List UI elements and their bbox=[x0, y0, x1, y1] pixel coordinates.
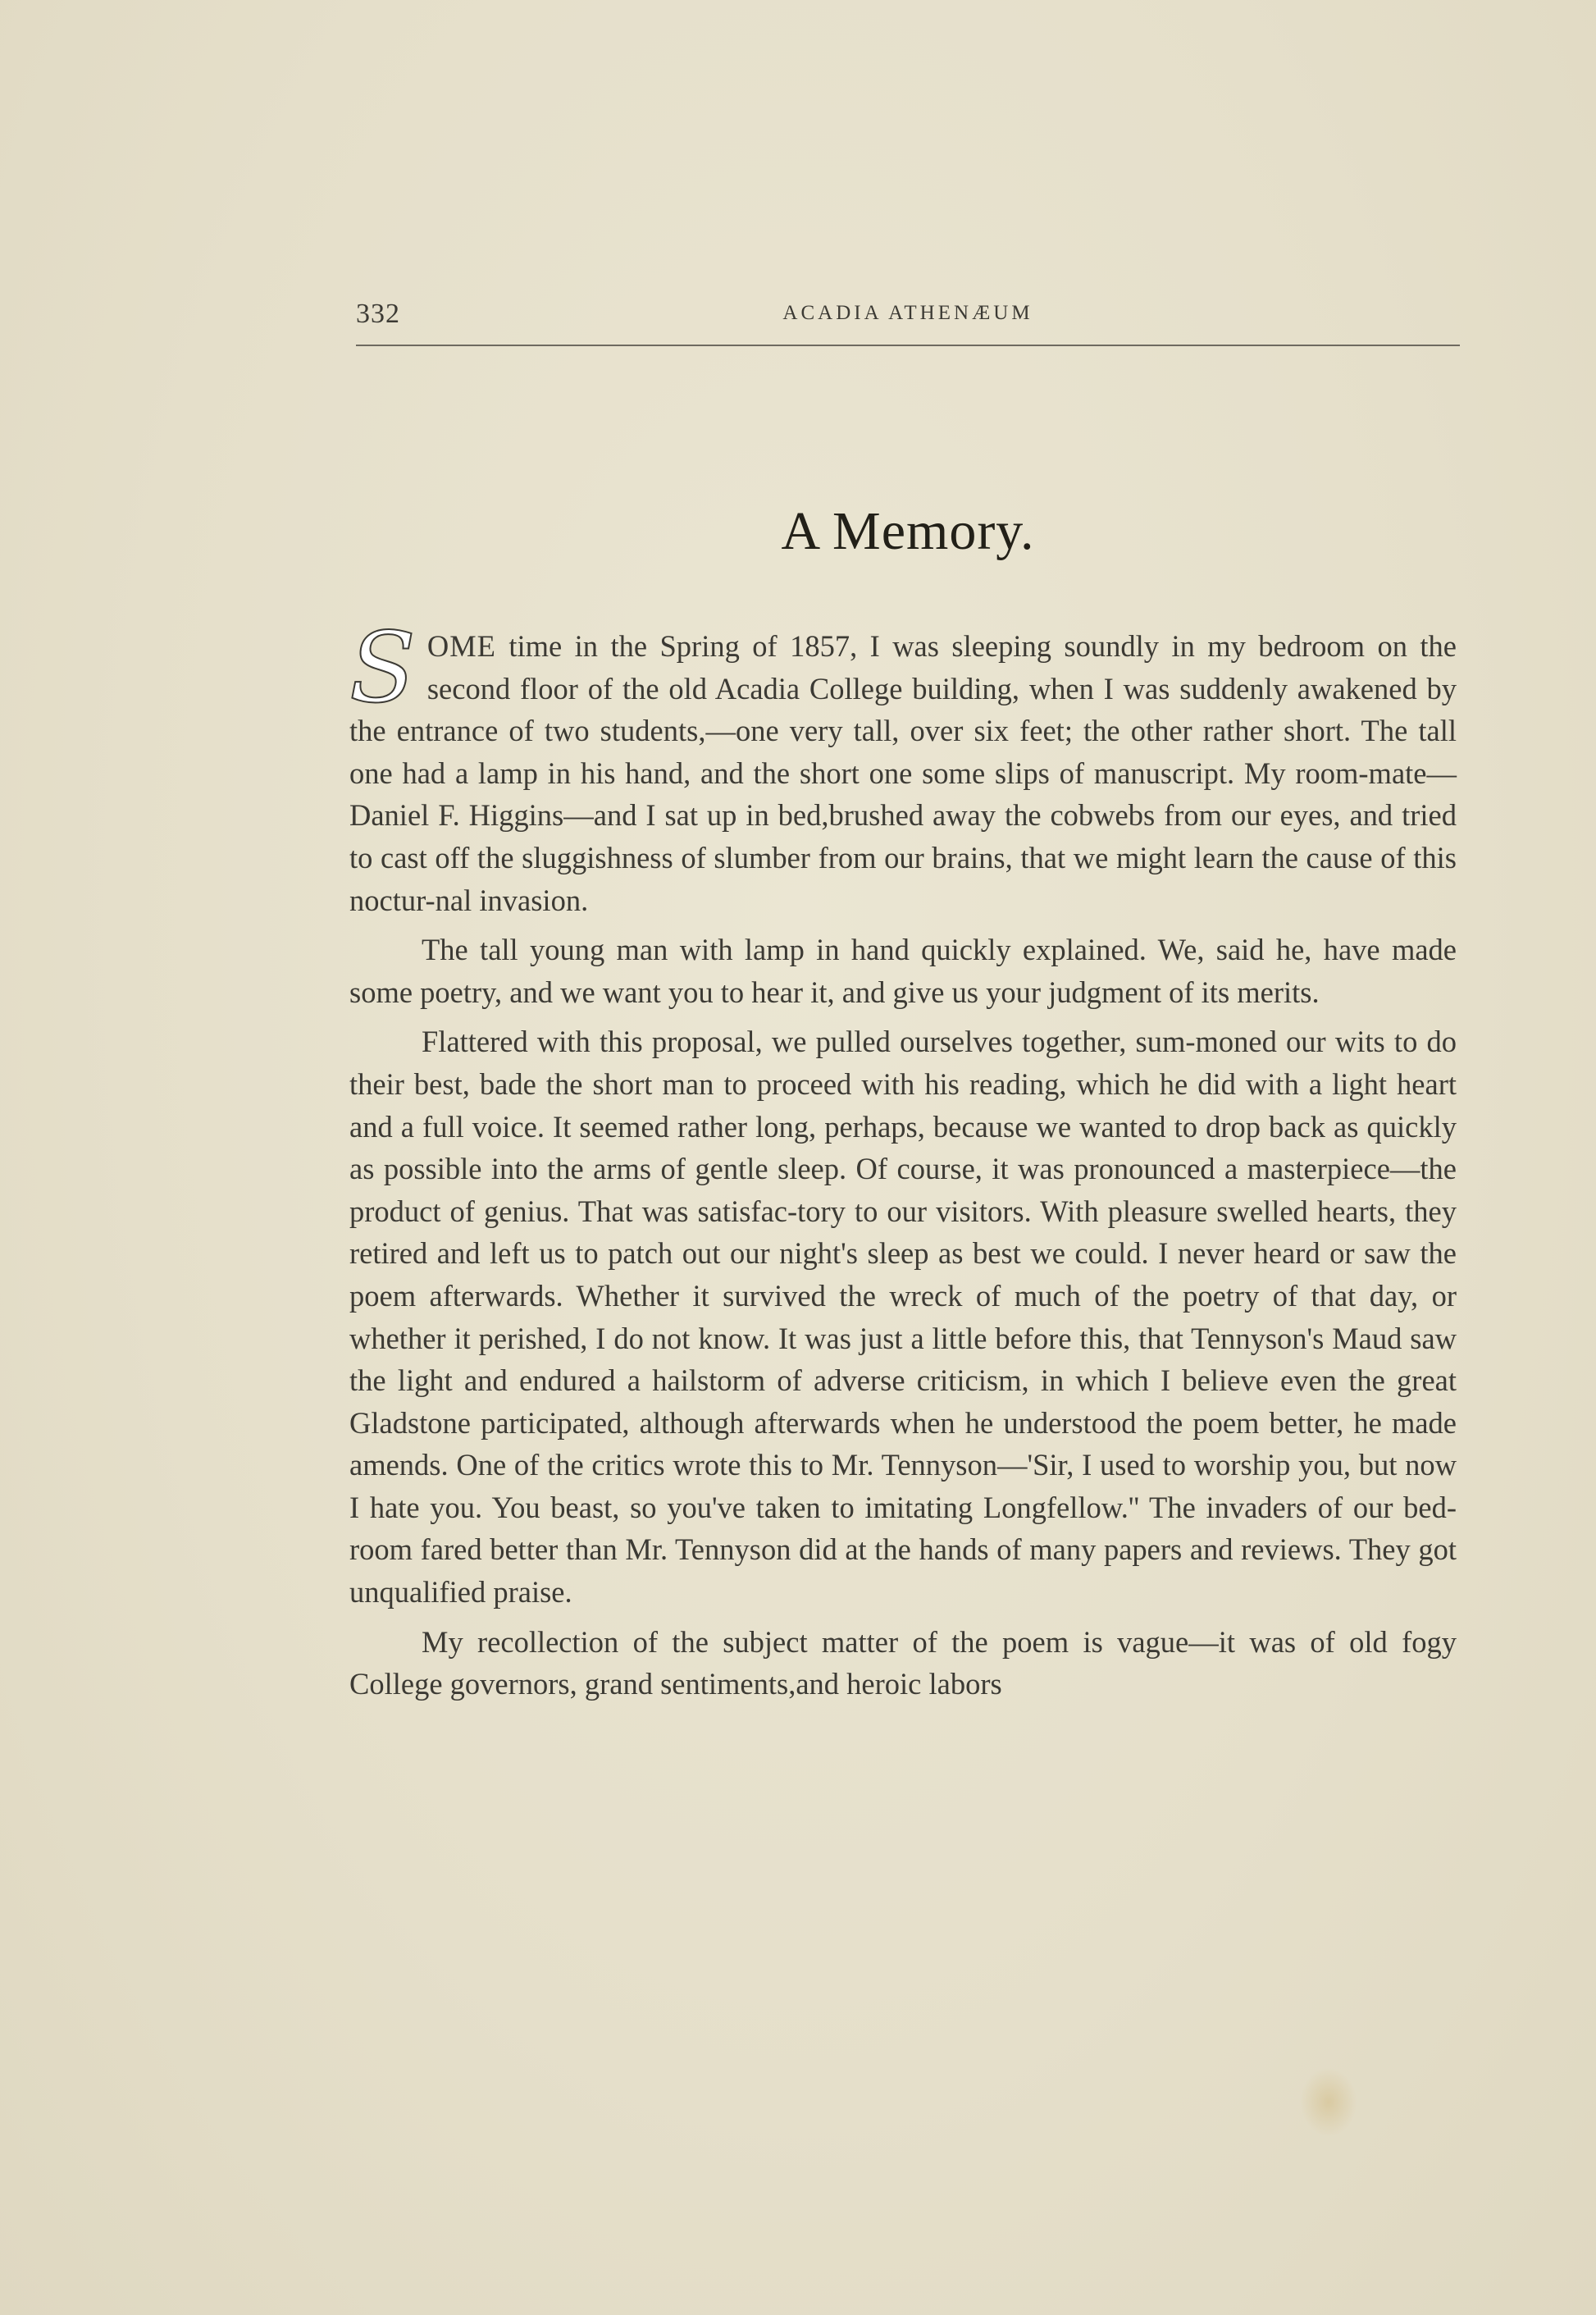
paragraph-1-text: time in the Spring of 1857, I was sleeping soundly in my bedroom on the second floor of the old Acadia College building, when I was suddenly awakened by the entrance of two students,—one very tall, over six feet; the other rather short. The tall one had a lamp in his hand, and the short one some slips of manuscript. My room-mate—Daniel F. Higgins—and I sat up in bed,brushed away the cobwebs from our eyes, and tried to cast off the sluggishness of slumber from our brains, that we might learn the cause of this noctur-nal invasion. bbox=[349, 629, 1457, 917]
paragraph-4: My recollection of the subject matter of the poem is vague—it was of old fogy College governors, grand sentiments,and heroic labors bbox=[349, 1624, 1457, 1701]
drop-cap: S bbox=[349, 611, 416, 724]
running-header bbox=[356, 295, 1460, 346]
page-number: 332 bbox=[356, 299, 400, 329]
paragraph-2: The tall young man with lamp in hand quickly explained. We, said he, have made some poetry, and we want you to hear it, and give us your judgment of its merits. bbox=[349, 933, 1457, 1009]
paragraph-1 bbox=[349, 611, 1457, 921]
article-title: A Memory. bbox=[781, 501, 1035, 561]
paper-stain bbox=[1300, 2067, 1357, 2137]
journal-title: ACADIA ATHENÆUM bbox=[782, 302, 1033, 324]
paragraph-3: Flattered with this proposal, we pulled ourselves together, sum-moned our wits to do their best, bade the short man to proceed with his reading, which he did with a light heart and a full voice. It seemed rather long, perhaps, because we wanted to drop back as quickly as possible into the arms of gentle sleep. Of course, it was pronounced a masterpiece—the product of genius. That was satisfac-tory to our visitors. With pleasure swelled hearts, they retired and left us to patch out our night's sleep as best we could. I never heard or saw the poem afterwards. Whether it survived the wreck of much of the poetry of that day, or whether it perished, I do not know. It was just a little before this, that Tennyson's Maud saw the light and endured a hailstorm of adverse criticism, in which I believe even the great Gladstone participated, although afterwards when he understood the poem better, he made amends. One of the critics wrote this to Mr. Tennyson—'Sir, I used to worship you, but now I hate you. You beast, so you've taken to imitating Longfellow.'' The invaders of our bed-room fared better than Mr. Tennyson did at the hands of many papers and reviews. They got unqualified praise. bbox=[349, 1025, 1457, 1610]
lead-word: OME bbox=[426, 629, 496, 663]
article-body bbox=[349, 611, 1457, 1713]
